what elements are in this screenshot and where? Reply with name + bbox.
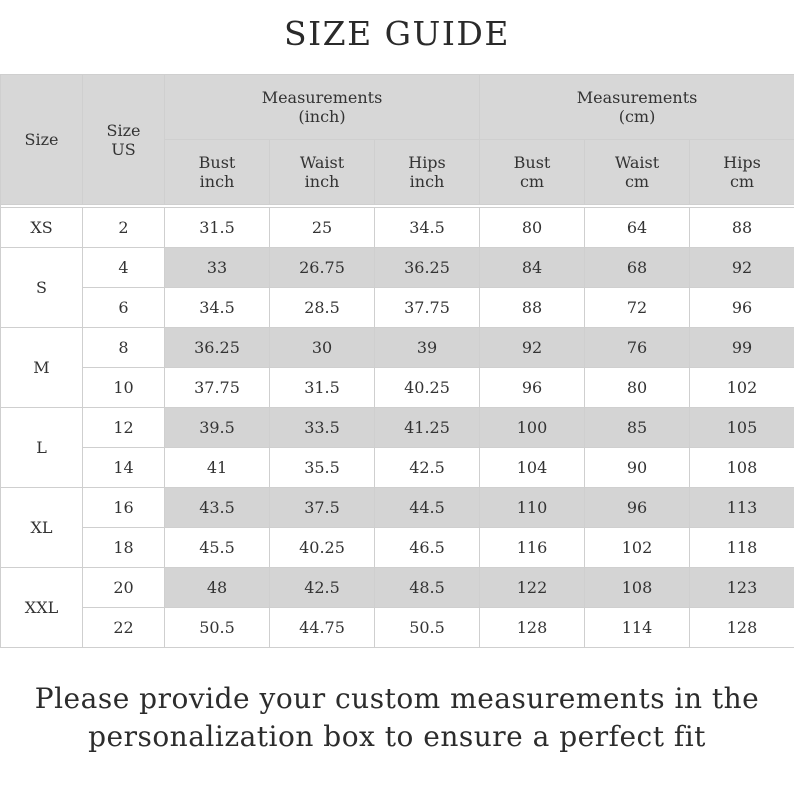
measurement-cell: 76 <box>585 328 690 368</box>
measurement-cell: 44.5 <box>375 488 480 528</box>
size-label-cell: XL <box>1 488 83 568</box>
measurement-cell: 48 <box>165 568 270 608</box>
table-row <box>1 328 794 368</box>
measurement-cell: 92 <box>480 328 585 368</box>
measurement-cell: 100 <box>480 408 585 448</box>
table-row <box>1 528 794 568</box>
subheader-measure: Hips <box>408 153 446 172</box>
measurement-cell: 34.5 <box>375 208 480 248</box>
table-row <box>1 208 794 248</box>
measurement-cell: 80 <box>585 368 690 408</box>
measurement-cell: 96 <box>690 288 794 328</box>
subheader-cell <box>165 140 270 205</box>
measurement-cell: 28.5 <box>270 288 375 328</box>
header-size-us-line2: US <box>111 139 136 159</box>
measurement-cell: 108 <box>690 448 794 488</box>
measurement-cell: 90 <box>585 448 690 488</box>
header-size <box>1 75 83 205</box>
size-label-cell: L <box>1 408 83 488</box>
measurement-cell: 48.5 <box>375 568 480 608</box>
subheader-cell <box>690 140 794 205</box>
measurement-cell: 108 <box>585 568 690 608</box>
measurement-cell: 31.5 <box>270 368 375 408</box>
header-inch-line1: Measurements <box>261 88 383 107</box>
measurement-cell: 122 <box>480 568 585 608</box>
header-size-us <box>83 75 165 205</box>
measurement-cell: 99 <box>690 328 794 368</box>
us-size-cell: 16 <box>83 488 165 528</box>
header-inch-line2: (inch) <box>298 107 346 126</box>
subheader-unit: inch <box>199 172 235 191</box>
table-row <box>1 248 794 288</box>
subheader-unit: inch <box>304 172 340 191</box>
measurement-cell: 34.5 <box>165 288 270 328</box>
size-label-cell: XS <box>1 208 83 248</box>
measurement-cell: 85 <box>585 408 690 448</box>
measurement-cell: 104 <box>480 448 585 488</box>
measurement-cell: 42.5 <box>270 568 375 608</box>
measurement-cell: 26.75 <box>270 248 375 288</box>
table-row <box>1 568 794 608</box>
table-row <box>1 408 794 448</box>
header-inch-group <box>165 75 480 140</box>
measurement-cell: 33 <box>165 248 270 288</box>
us-size-cell: 10 <box>83 368 165 408</box>
measurement-cell: 31.5 <box>165 208 270 248</box>
size-label-cell: S <box>1 248 83 328</box>
us-size-cell: 12 <box>83 408 165 448</box>
us-size-cell: 22 <box>83 608 165 648</box>
measurement-cell: 105 <box>690 408 794 448</box>
page-title: SIZE GUIDE <box>284 14 510 53</box>
subheader-unit: inch <box>409 172 445 191</box>
measurement-cell: 88 <box>690 208 794 248</box>
us-size-cell: 2 <box>83 208 165 248</box>
measurement-cell: 123 <box>690 568 794 608</box>
subheader-unit: cm <box>519 172 545 191</box>
footer-line1: Please provide your custom measurements in the <box>34 682 760 715</box>
measurement-cell: 46.5 <box>375 528 480 568</box>
measurement-cell: 96 <box>585 488 690 528</box>
measurement-cell: 50.5 <box>375 608 480 648</box>
measurement-cell: 118 <box>690 528 794 568</box>
measurement-cell: 39 <box>375 328 480 368</box>
subheader-unit: cm <box>729 172 755 191</box>
measurement-cell: 114 <box>585 608 690 648</box>
measurement-cell: 116 <box>480 528 585 568</box>
table-row <box>1 608 794 648</box>
header-size-label: Size <box>24 130 59 149</box>
measurement-cell: 30 <box>270 328 375 368</box>
table-row <box>1 368 794 408</box>
measurement-cell: 41 <box>165 448 270 488</box>
subheader-cell <box>375 140 480 205</box>
measurement-cell: 44.75 <box>270 608 375 648</box>
subheader-cell <box>270 140 375 205</box>
header-size-us-line1: Size <box>106 120 141 140</box>
measurement-cell: 128 <box>480 608 585 648</box>
us-size-cell: 6 <box>83 288 165 328</box>
subheader-cell <box>585 140 690 205</box>
measurement-cell: 72 <box>585 288 690 328</box>
measurement-cell: 50.5 <box>165 608 270 648</box>
header-cm-line1: Measurements <box>576 88 698 107</box>
measurement-cell: 41.25 <box>375 408 480 448</box>
measurement-cell: 88 <box>480 288 585 328</box>
measurement-cell: 102 <box>690 368 794 408</box>
measurement-cell: 42.5 <box>375 448 480 488</box>
table-row <box>1 288 794 328</box>
header-cm-line2: (cm) <box>618 107 656 126</box>
subheader-measure: Waist <box>614 153 660 172</box>
subheader-measure: Waist <box>299 153 345 172</box>
subheader-measure: Bust <box>513 153 551 172</box>
measurement-cell: 37.75 <box>165 368 270 408</box>
measurement-cell: 68 <box>585 248 690 288</box>
footer-line2: personalization box to ensure a perfect fit <box>88 720 706 753</box>
measurement-cell: 128 <box>690 608 794 648</box>
table-row <box>1 488 794 528</box>
measurement-cell: 92 <box>690 248 794 288</box>
measurement-cell: 64 <box>585 208 690 248</box>
table-row <box>1 448 794 488</box>
us-size-cell: 8 <box>83 328 165 368</box>
subheader-unit: cm <box>624 172 650 191</box>
measurement-cell: 110 <box>480 488 585 528</box>
measurement-cell: 40.25 <box>270 528 375 568</box>
measurement-cell: 35.5 <box>270 448 375 488</box>
measurement-cell: 37.75 <box>375 288 480 328</box>
measurement-cell: 40.25 <box>375 368 480 408</box>
us-size-cell: 20 <box>83 568 165 608</box>
subheader-measure: Bust <box>198 153 236 172</box>
us-size-cell: 14 <box>83 448 165 488</box>
measurement-cell: 45.5 <box>165 528 270 568</box>
us-size-cell: 18 <box>83 528 165 568</box>
measurement-cell: 84 <box>480 248 585 288</box>
size-guide-table <box>0 74 794 648</box>
measurement-cell: 102 <box>585 528 690 568</box>
size-label-cell: XXL <box>1 568 83 648</box>
measurement-cell: 33.5 <box>270 408 375 448</box>
subheader-cell <box>480 140 585 205</box>
measurement-cell: 37.5 <box>270 488 375 528</box>
measurement-cell: 39.5 <box>165 408 270 448</box>
subheader-measure: Hips <box>723 153 761 172</box>
measurement-cell: 80 <box>480 208 585 248</box>
size-label-cell: M <box>1 328 83 408</box>
measurement-cell: 113 <box>690 488 794 528</box>
measurement-cell: 36.25 <box>165 328 270 368</box>
us-size-cell: 4 <box>83 248 165 288</box>
measurement-cell: 36.25 <box>375 248 480 288</box>
footer-note <box>0 680 794 756</box>
measurement-cell: 25 <box>270 208 375 248</box>
measurement-cell: 43.5 <box>165 488 270 528</box>
measurement-cell: 96 <box>480 368 585 408</box>
header-cm-group <box>480 75 794 140</box>
